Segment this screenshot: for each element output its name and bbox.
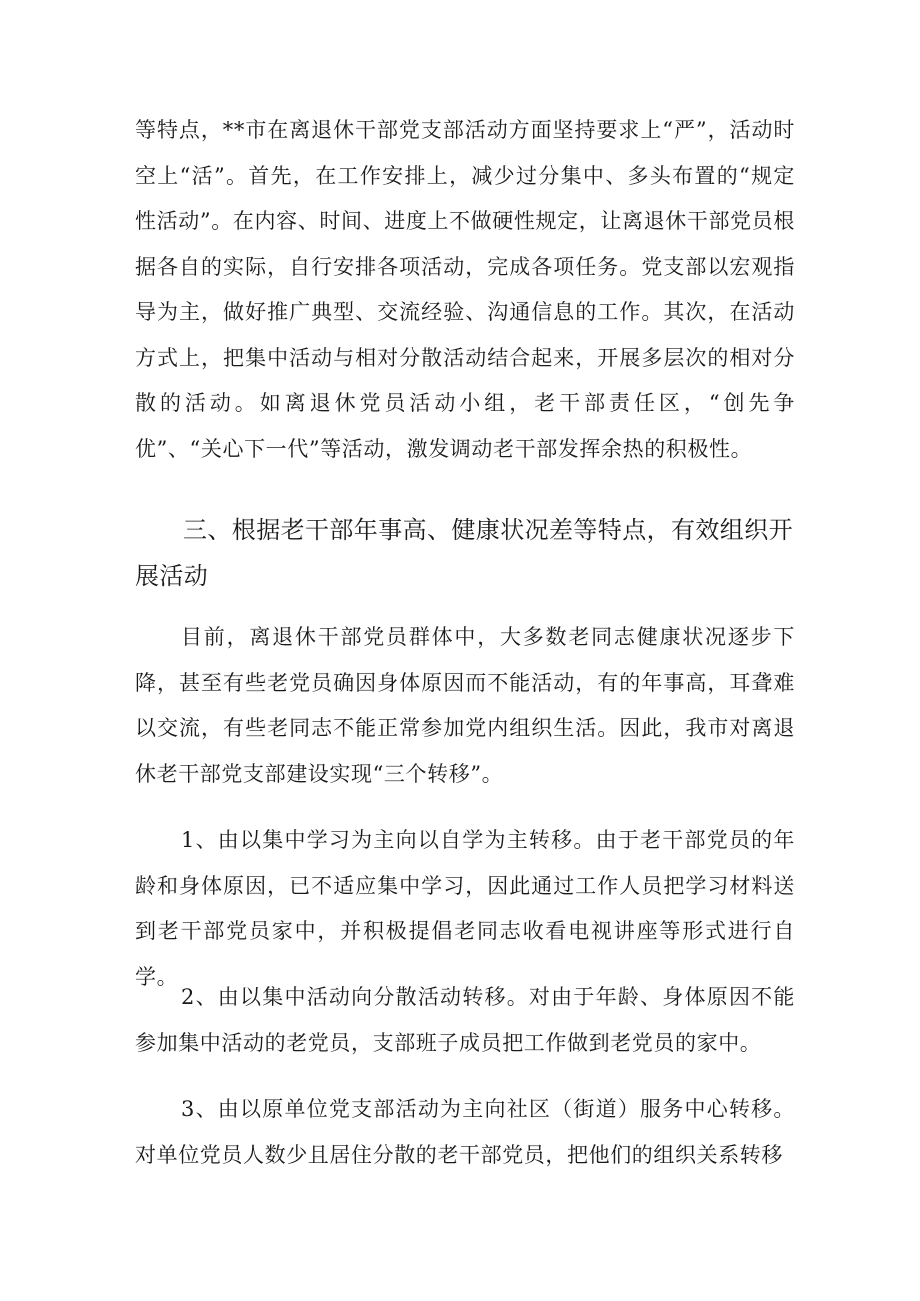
list-item-2: 2、由以集中活动向分散活动转移。对由于年龄、身体原因不能参加集中活动的老党员，支部班子成员把工作做到老党员的家中。 <box>135 985 795 1055</box>
body-paragraph-1: 等特点，**市在离退休干部党支部活动方面坚持要求上“严”，活动时空上“活”。首先，在工作安排上，减少过分集中、多头布置的“规定性活动”。在内容、时间、进度上不做硬性规定，让离退休干部党员根据各自的实际，自行安排各项活动，完成各项任务。党支部以宏观指导为主，做好推广典型、交流经验、沟通信息的工作。其次，在活动方式上，把集中活动与相对分散活动结合起来，开展多层次的相对分散的活动。如离退休党员活动小组，老干部责任区，“创先争优”、“关心下一代”等活动，激发调动老干部发挥余热的积极性。 <box>135 118 795 461</box>
list-item-1: 1、由以集中学习为主向以自学为主转移。由于老干部党员的年龄和身体原因，已不适应集中学习，因此通过工作人员把学习材料送到老干部党员家中，并积极提倡老同志收看电视讲座等形式进行自学。 <box>135 828 795 989</box>
list-item-3: 3、由以原单位党支部活动为主向社区（街道）服务中心转移。对单位党员人数少且居住分散的老干部党员，把他们的组织关系转移 <box>135 1097 795 1167</box>
section-heading-3: 三、根据老干部年事高、健康状况差等特点，有效组织开展活动 <box>135 516 793 590</box>
body-paragraph-2: 目前，离退休干部党员群体中，大多数老同志健康状况逐步下降，甚至有些老党员确因身体原因而不能活动，有的年事高，耳聋难以交流，有些老同志不能正常参加党内组织生活。因此，我市对离退休老干部党支部建设实现“三个转移”。 <box>135 625 795 786</box>
